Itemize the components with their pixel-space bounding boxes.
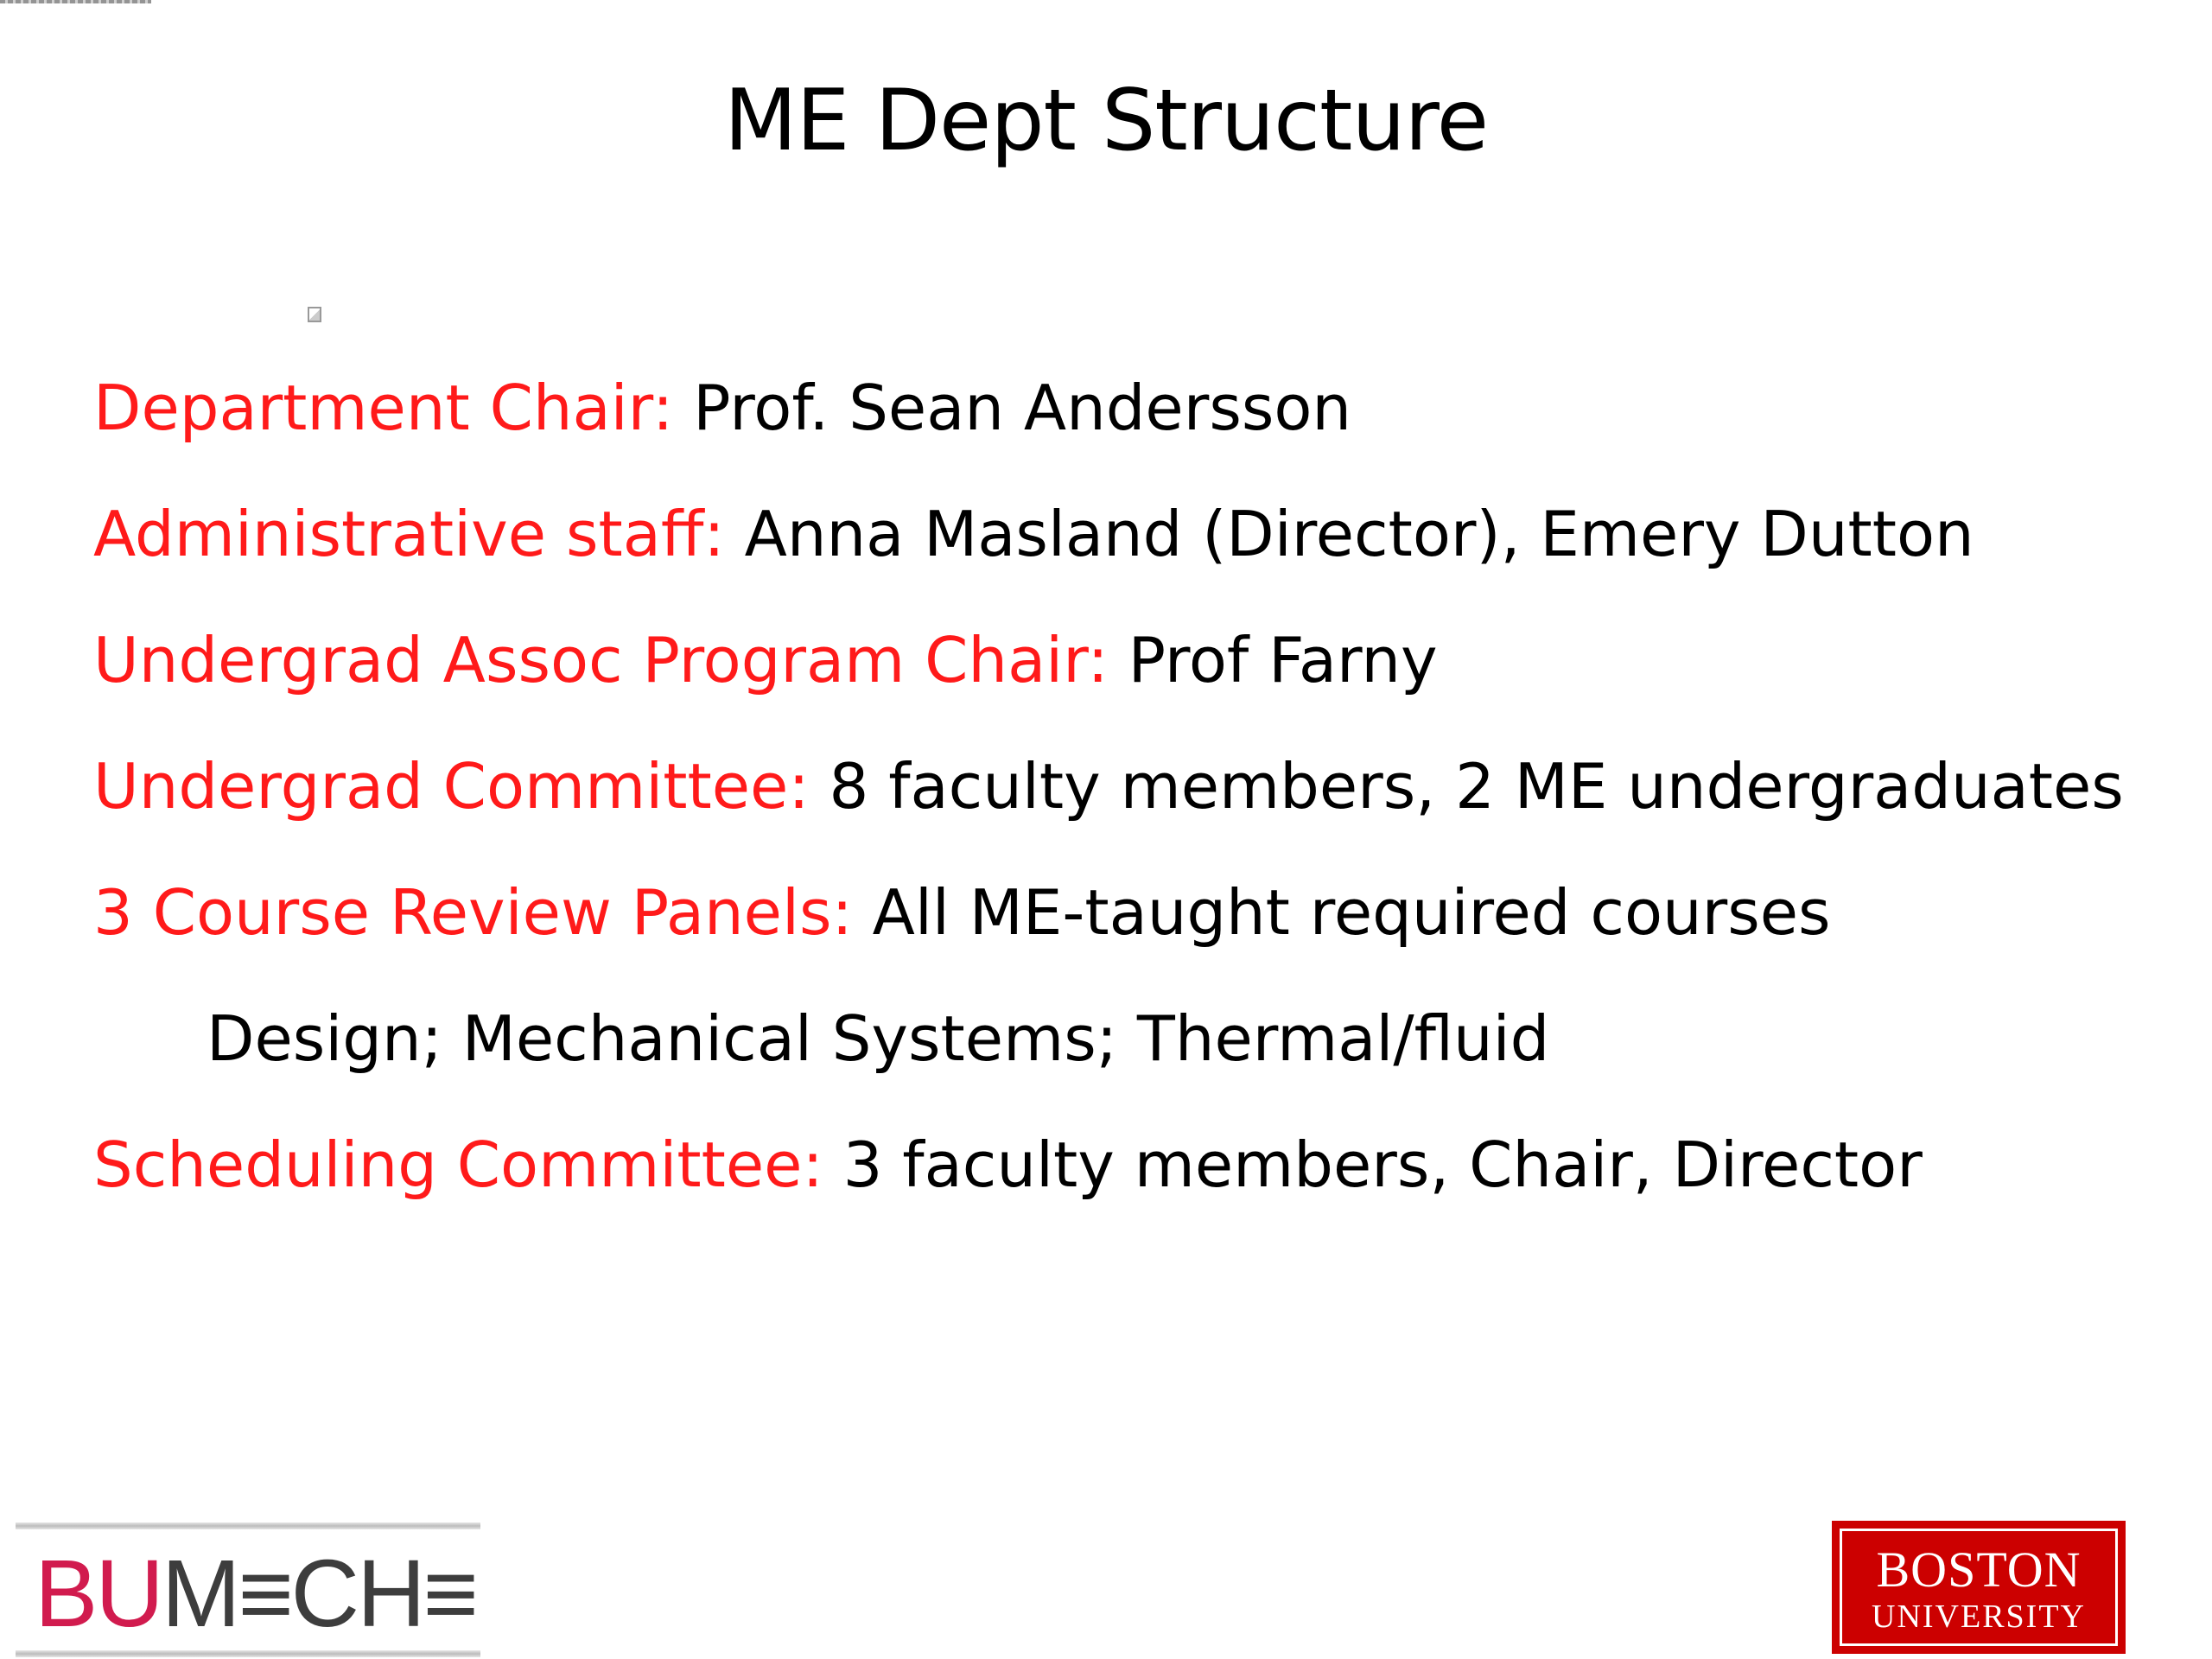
bullet-undergrad-committee (93, 741, 2124, 831)
bullet-label: Undergrad Committee: (93, 750, 810, 823)
bumeche-logo (16, 1522, 480, 1659)
bumeche-logo-text (35, 1538, 476, 1650)
bullet-label: Scheduling Committee: (93, 1128, 823, 1201)
bullet-text: Prof. Sean Andersson (673, 372, 1352, 444)
bullet-label: Undergrad Assoc Program Chair: (93, 624, 1109, 696)
logo-rule-bottom (16, 1650, 480, 1657)
bullet-text: 8 faculty members, 2 ME undergraduates (809, 750, 2124, 823)
bu-logo-university: UNIVERSITY (1872, 1599, 2086, 1635)
bullet-administrative-staff (93, 489, 2115, 579)
bullet-text: Design; Mechanical Systems; Thermal/fluid (207, 1002, 1550, 1075)
boston-university-logo (1832, 1521, 2126, 1654)
bullet-text: Prof Farny (1108, 624, 1438, 696)
bullet-list (93, 363, 2124, 1246)
bu-logo-boston: BOSTON (1876, 1541, 2082, 1598)
bullet-label: Administrative staff: (93, 498, 725, 570)
bullet-text: 3 faculty members, Chair, Director (823, 1128, 1923, 1201)
bullet-text: All ME-taught required courses (852, 876, 1831, 949)
bullet-undergrad-assoc-program-chair (93, 615, 2115, 705)
bullet-text: Anna Masland (Director), Emery Dutton (724, 498, 1974, 570)
bullet-course-review-panels (93, 868, 2115, 957)
bu-logo-frame (1840, 1529, 2118, 1646)
logo-rule-top (16, 1522, 480, 1529)
bullet-department-chair (93, 363, 2115, 453)
bullet-label: Department Chair: (93, 372, 674, 444)
corner-mark (0, 0, 151, 3)
bullet-label: 3 Course Review Panels: (93, 876, 853, 949)
bumeche-logo-bu: BU (35, 1541, 162, 1647)
image-placeholder-icon (308, 307, 321, 322)
bullet-scheduling-committee (93, 1120, 2115, 1210)
bullet-course-review-panels-sub (93, 994, 2115, 1084)
bumeche-logo-meche: M≡CH≡ (161, 1541, 476, 1647)
slide-title: ME Dept Structure (723, 72, 1489, 170)
